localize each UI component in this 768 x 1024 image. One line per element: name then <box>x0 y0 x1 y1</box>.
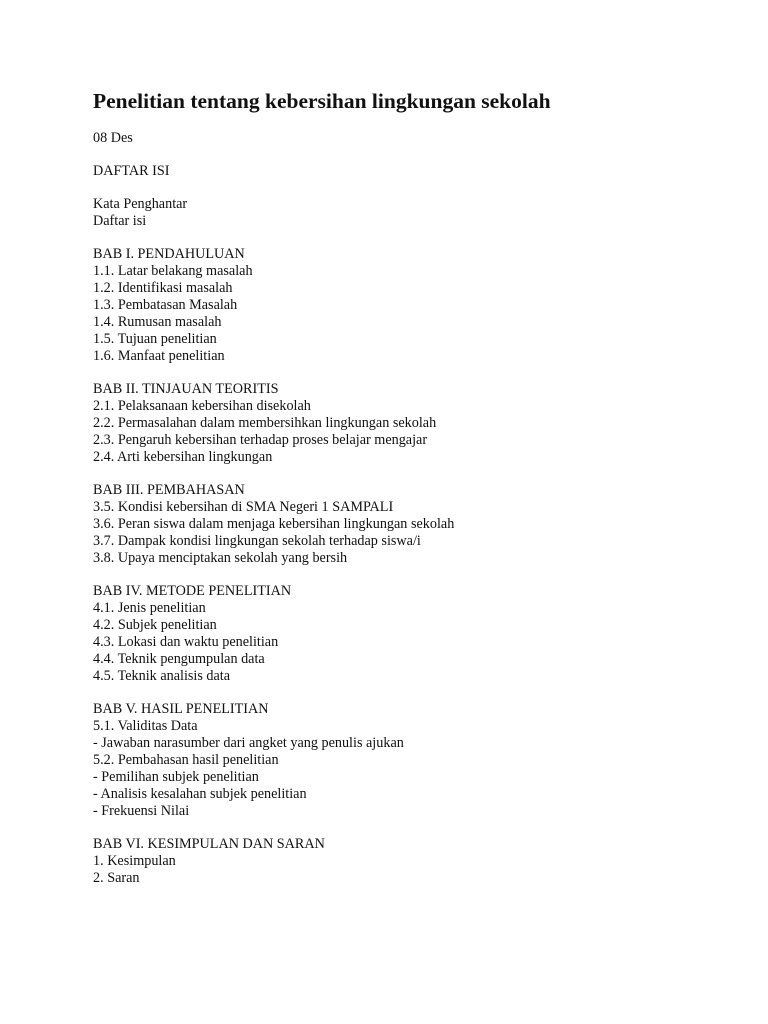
toc-entry: 4.4. Teknik pengumpulan data <box>93 651 265 667</box>
toc-entry: 5.1. Validitas Data <box>93 718 198 734</box>
toc-chapter <box>93 482 733 567</box>
document-title: Penelitian tentang kebersihan lingkungan sekolah <box>93 89 551 113</box>
toc-chapter <box>93 583 733 685</box>
toc-entry: 1.3. Pembatasan Masalah <box>93 297 238 313</box>
toc-entry: 3.7. Dampak kondisi lingkungan sekolah terhadap siswa/i <box>93 533 421 549</box>
chapter-heading: BAB IV. METODE PENELITIAN <box>93 583 292 599</box>
toc-chapter <box>93 836 733 887</box>
toc-entry: 5.2. Pembahasan hasil penelitian <box>93 752 279 768</box>
toc-entry: 4.3. Lokasi dan waktu penelitian <box>93 634 279 650</box>
chapter-heading: BAB I. PENDAHULUAN <box>93 246 245 262</box>
toc-entry: Daftar isi <box>93 213 147 229</box>
toc-entry: 1. Kesimpulan <box>93 853 176 869</box>
toc-entry: 2. Saran <box>93 870 140 886</box>
toc-entry: 1.2. Identifikasi masalah <box>93 280 233 296</box>
toc-entry: 2.3. Pengaruh kebersihan terhadap proses belajar mengajar <box>93 432 428 448</box>
toc-entry: 3.8. Upaya menciptakan sekolah yang bersih <box>93 550 348 566</box>
toc-entry: 2.4. Arti kebersihan lingkungan <box>93 449 273 465</box>
chapter-heading: BAB VI. KESIMPULAN DAN SARAN <box>93 836 325 852</box>
document-page <box>93 88 733 887</box>
toc-front-matter <box>93 196 733 230</box>
toc-entry: 1.6. Manfaat penelitian <box>93 348 225 364</box>
toc-entry: 3.5. Kondisi kebersihan di SMA Negeri 1 SAMPALI <box>93 499 394 515</box>
toc-entry: - Jawaban narasumber dari angket yang penulis ajukan <box>93 735 404 751</box>
toc-entry: Kata Penghantar <box>93 196 188 212</box>
toc-entry: 4.2. Subjek penelitian <box>93 617 217 633</box>
toc-entry: 1.5. Tujuan penelitian <box>93 331 217 347</box>
toc-chapter <box>93 381 733 466</box>
toc-entry: 2.1. Pelaksanaan kebersihan disekolah <box>93 398 311 414</box>
toc-entry: 1.1. Latar belakang masalah <box>93 263 253 279</box>
toc-chapter <box>93 246 733 365</box>
chapter-heading: BAB II. TINJAUAN TEORITIS <box>93 381 279 397</box>
toc-heading: DAFTAR ISI <box>93 163 170 179</box>
toc-entry: 1.4. Rumusan masalah <box>93 314 222 330</box>
toc-entry: - Frekuensi Nilai <box>93 803 190 819</box>
toc-entry: - Pemilihan subjek penelitian <box>93 769 259 785</box>
toc-entry: 4.1. Jenis penelitian <box>93 600 206 616</box>
toc-entry: 4.5. Teknik analisis data <box>93 668 231 684</box>
toc-entry: - Analisis kesalahan subjek penelitian <box>93 786 307 802</box>
chapter-heading: BAB III. PEMBAHASAN <box>93 482 245 498</box>
chapter-heading: BAB V. HASIL PENELITIAN <box>93 701 269 717</box>
table-of-contents <box>93 196 733 887</box>
toc-entry: 2.2. Permasalahan dalam membersihkan lingkungan sekolah <box>93 415 437 431</box>
document-date: 08 Des <box>93 130 133 146</box>
toc-chapter <box>93 701 733 820</box>
toc-entry: 3.6. Peran siswa dalam menjaga kebersihan lingkungan sekolah <box>93 516 455 532</box>
